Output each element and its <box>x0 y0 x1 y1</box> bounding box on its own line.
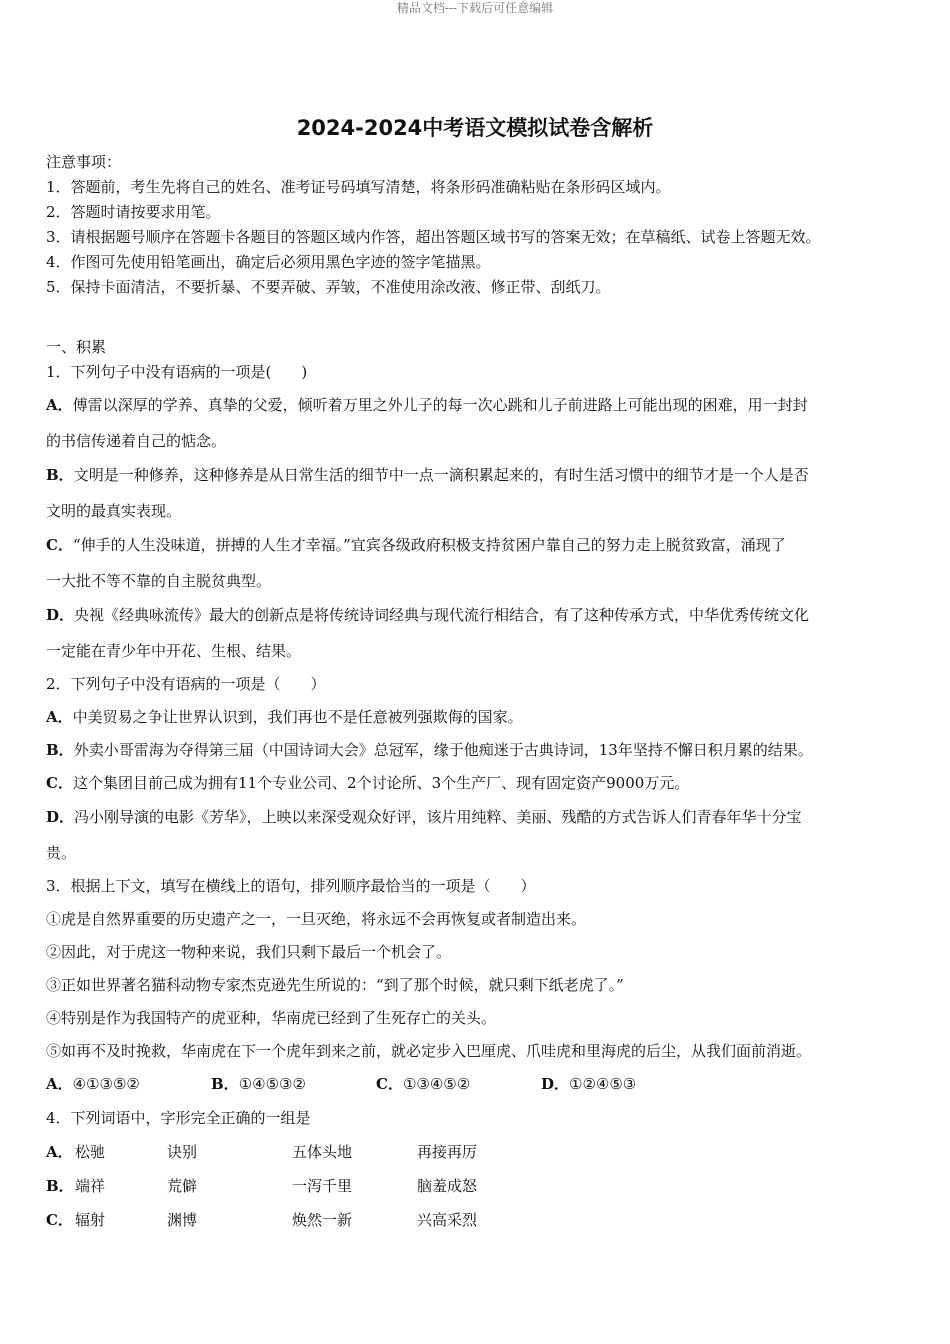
option-text: 这个集团目前己成为拥有11个专业公司、2个讨论所、3个生产厂、现有固定资产9000万元。 <box>72 774 690 792</box>
q3-sentence-1: ①虎是自然界重要的历史遗产之一，一旦灭绝，将永远不会再恢复或者制造出来。 <box>46 910 587 928</box>
choice-a: A．④①③⑤② <box>46 1075 140 1093</box>
notice-item: 1．答题前，考生先将自己的姓名、准考证号码填写清楚，将条形码准确粘贴在条形码区域内。 <box>46 178 671 196</box>
notice-item: 5．保持卡面清洁，不要折暴、不要弄破、弄皱，不准使用涂改液、修正带、刮纸刀。 <box>46 278 611 296</box>
choice-d: D．①②④⑤③ <box>541 1075 637 1093</box>
q1-option-d-cont: 一定能在青少年中开花、生根、结果。 <box>46 642 302 660</box>
q2-option-b <box>46 740 916 760</box>
option-label: C． <box>46 774 73 792</box>
notice-item: 4．作图可先使用铅笔画出，确定后必须用黑色字迹的签字笔描黑。 <box>46 253 491 271</box>
q3-sentence-2: ②因此，对于虎这一物种来说，我们只剩下最后一个机会了。 <box>46 943 452 961</box>
q1-option-b-cont: 文明的最真实表现。 <box>46 502 182 520</box>
q2-option-c <box>46 773 916 793</box>
option-text: “伸手的人生没味道，拼搏的人生才幸福。”宜宾各级政府积极支持贫困户靠自己的努力走上脱贫致富，涌现了 <box>72 536 786 554</box>
choice-c: C．①③④⑤② <box>376 1075 471 1093</box>
q3-sentence-4: ④特别是作为我国特产的虎亚种，华南虎已经到了生死存亡的关头。 <box>46 1009 497 1027</box>
q2-option-a <box>46 707 916 727</box>
option-text: 傅雷以深厚的学养、真挚的父爱，倾听着万里之外儿子的每一次心跳和儿子前进路上可能出现的困难，用一封封 <box>72 396 808 414</box>
q3-sentence-5: ⑤如再不及时挽救，华南虎在下一个虎年到来之前，就必定步入巴厘虎、爪哇虎和里海虎的后尘，从我们面前消逝。 <box>46 1042 812 1060</box>
q4-row-c: C． 辐射 渊博 焕然一新 兴高采烈 <box>46 1211 478 1229</box>
option-label: A． <box>46 396 73 414</box>
q2-option-d-cont: 贵。 <box>46 844 77 862</box>
q1-option-b <box>46 465 916 485</box>
option-label: C． <box>46 536 73 554</box>
notice-item: 2．答题时请按要求用笔。 <box>46 203 221 221</box>
option-label: B． <box>46 466 74 484</box>
q2-option-d <box>46 807 916 827</box>
section-heading: 一、积累 <box>46 338 107 356</box>
q1-option-d <box>46 605 916 625</box>
choice-b: B．①④⑤③② <box>211 1075 306 1093</box>
option-text: 文明是一种修养，这种修养是从日常生活的细节中一点一滴积累起来的，有时生活习惯中的细节才是一个人是否 <box>73 466 809 484</box>
q2-stem: 2．下列句子中没有语病的一项是（ ） <box>46 675 326 693</box>
option-label: D． <box>46 606 75 624</box>
option-label: A． <box>46 708 73 726</box>
option-text: 外卖小哥雷海为夺得第三届（中国诗词大会》总冠军，缘于他痴迷于古典诗词，13年坚持不懈日积月累的结果。 <box>73 741 813 759</box>
page-title: 2024-2024中考语文模拟试卷含解析 <box>296 116 654 140</box>
notice-heading: 注意事项： <box>46 153 122 171</box>
q3-sentence-3: ③正如世界著名猫科动物专家杰克逊先生所说的：“到了那个时候，就只剩下纸老虎了。” <box>46 976 624 994</box>
option-label: D． <box>46 808 75 826</box>
document-body <box>46 150 916 1230</box>
q1-option-a <box>46 395 916 415</box>
option-text: 央视《经典咏流传》最大的创新点是将传统诗词经典与现代流行相结合，有了这种传承方式，中华优秀传统文化 <box>74 606 810 624</box>
q3-choices <box>46 1074 916 1094</box>
q1-option-a-cont: 的书信传递着自己的惦念。 <box>46 432 227 450</box>
page-header: 精品文档---下载后可任意编辑 <box>396 1 554 15</box>
q3-stem: 3．根据上下文，填写在横线上的语句，排列顺序最恰当的一项是（ ） <box>46 877 536 895</box>
q4-stem: 4．下列词语中，字形完全正确的一组是 <box>46 1109 311 1127</box>
q1-stem: 1．下列句子中没有语病的一项是( ) <box>46 363 308 381</box>
option-text: 冯小刚导演的电影《芳华》，上映以来深受观众好评，该片用纯粹、美丽、残酷的方式告诉人们青春年华十分宝 <box>74 808 802 826</box>
q4-row-a: A． 松驰 诀别 五体头地 再接再厉 <box>46 1143 478 1161</box>
option-label: B． <box>46 741 74 759</box>
q1-option-c-cont: 一大批不等不靠的自主脱贫典型。 <box>46 572 272 590</box>
notice-item: 3．请根据题号顺序在答题卡各题目的答题区域内作答，超出答题区域书写的答案无效；在草稿纸、试卷上答题无效。 <box>46 228 821 246</box>
option-text: 中美贸易之争让世界认识到，我们再也不是任意被列强欺侮的国家。 <box>72 708 523 726</box>
q1-option-c <box>46 535 916 555</box>
q4-row-b: B．端祥 荒僻 一泻千里 脑羞成怒 <box>46 1177 478 1195</box>
